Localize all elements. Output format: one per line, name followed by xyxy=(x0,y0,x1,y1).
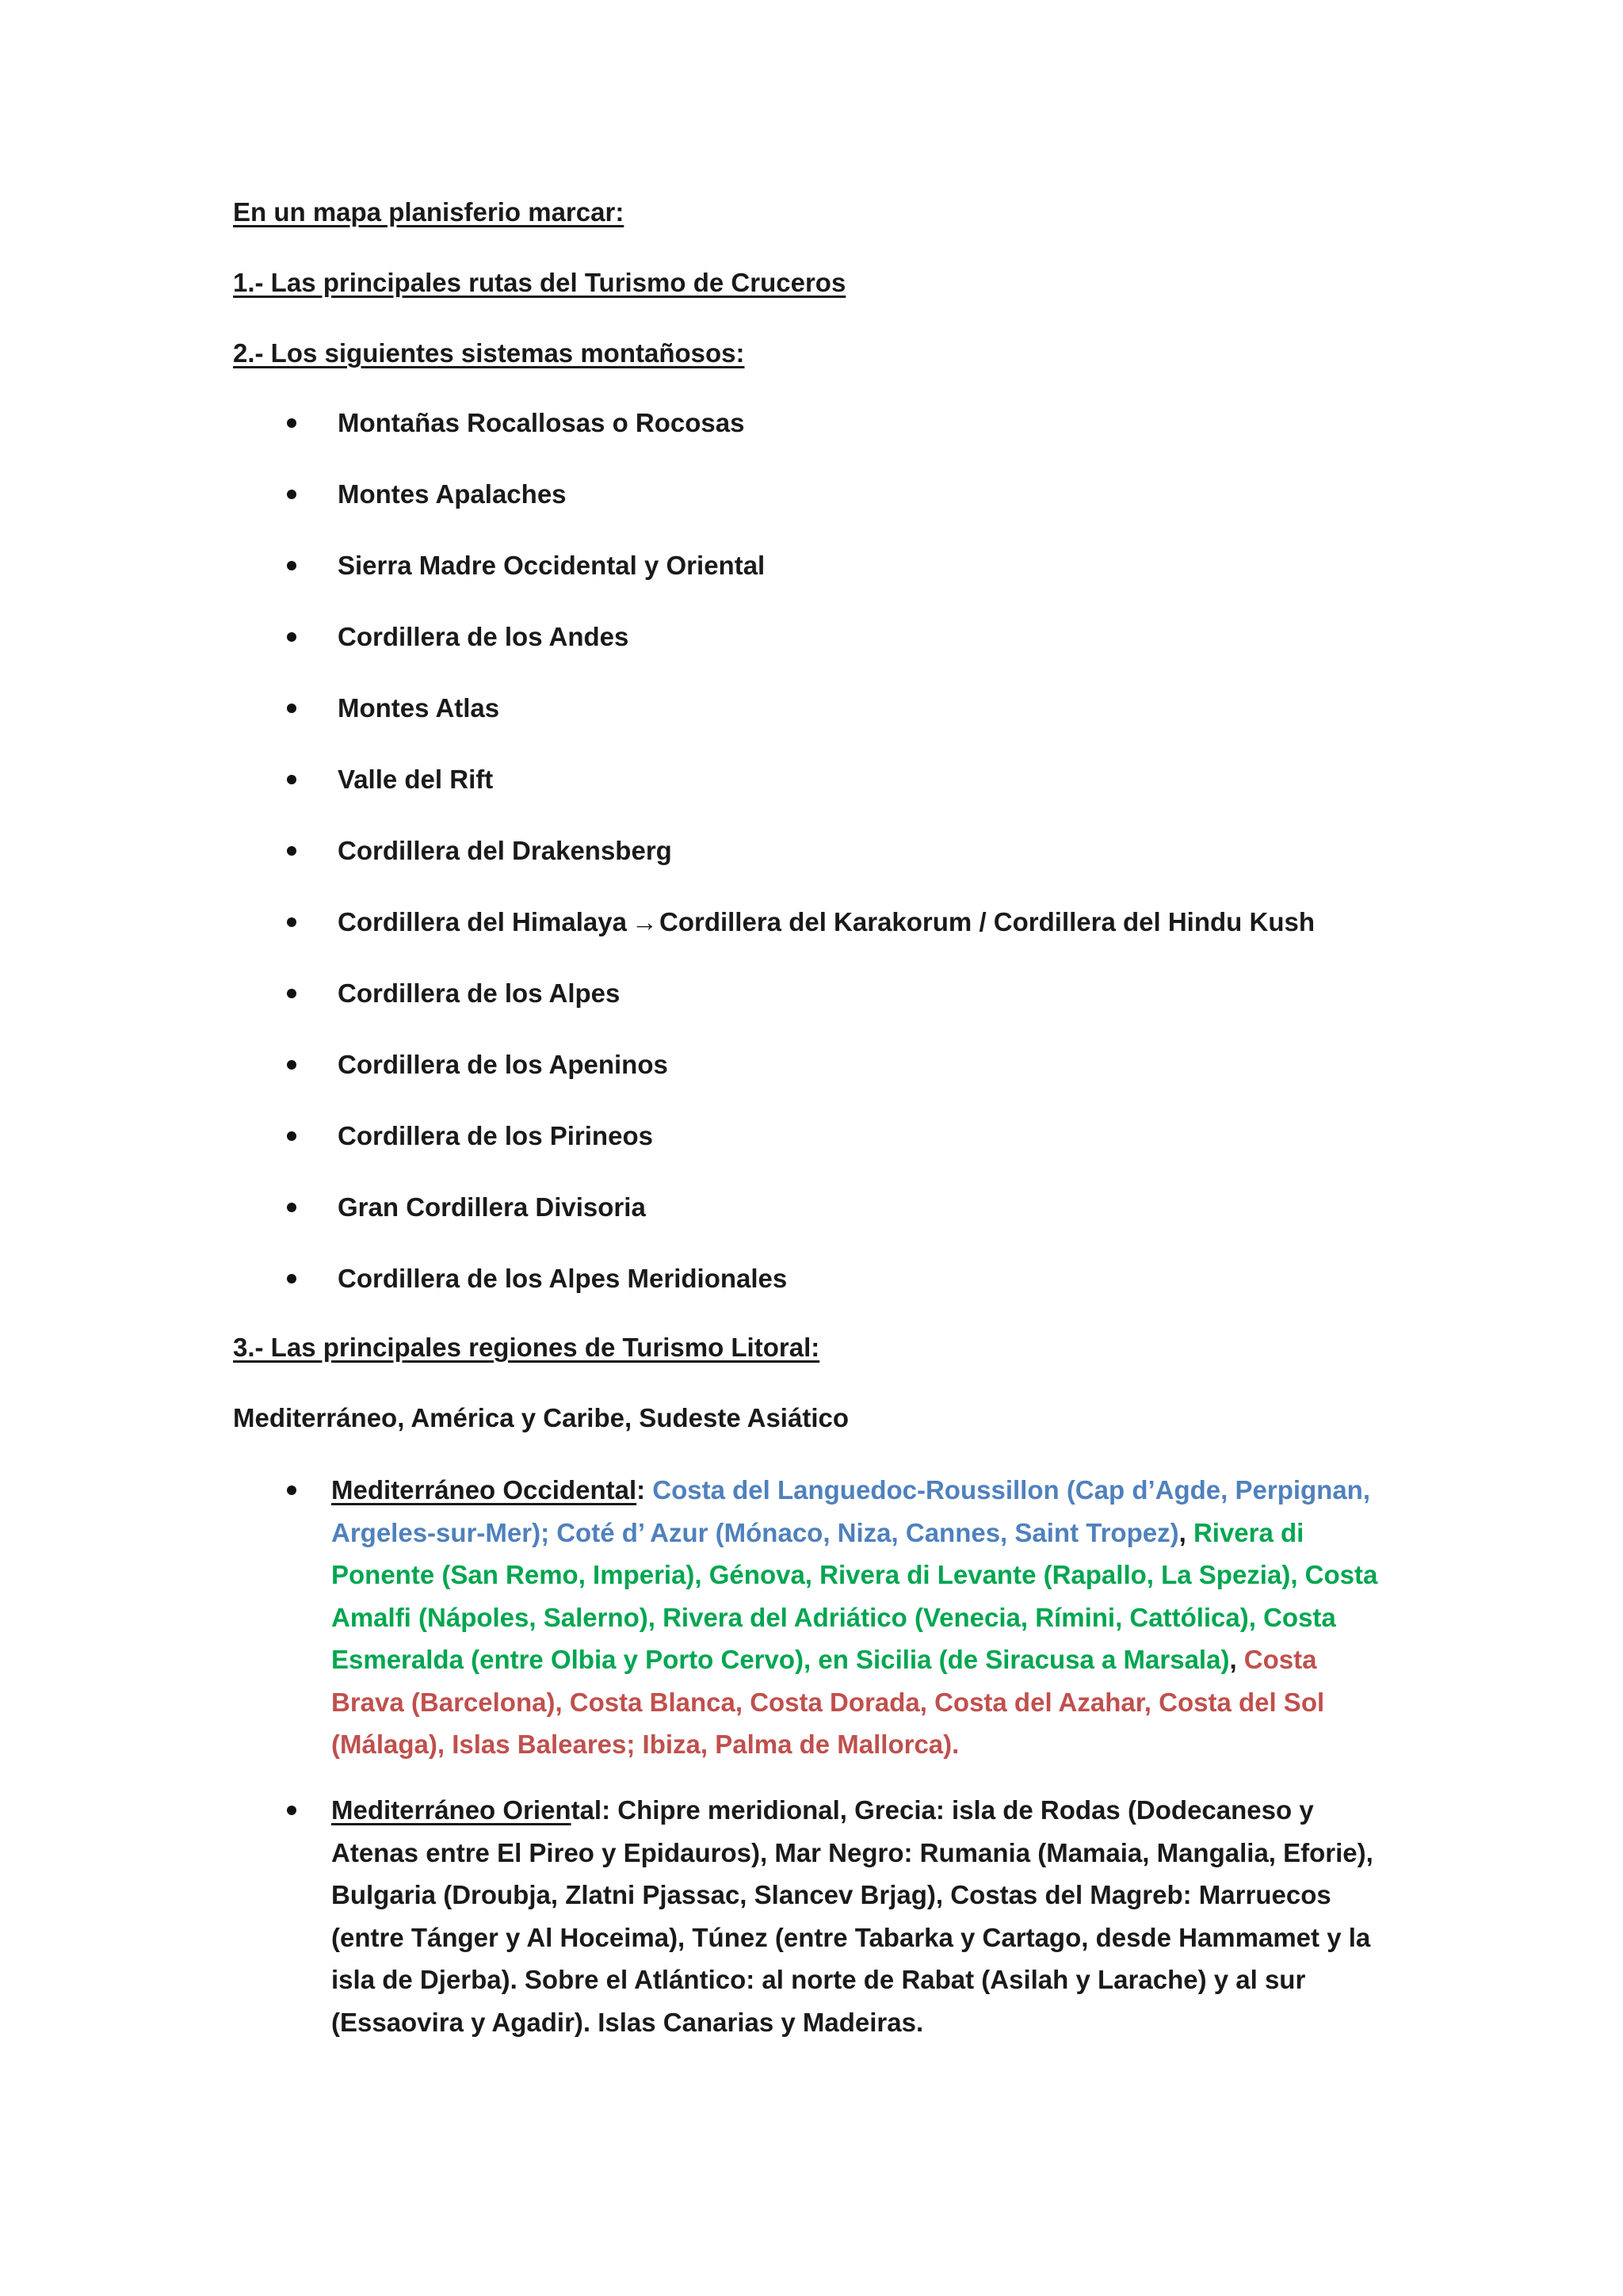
western-blue-text: Costa del Languedoc-Roussillon (Cap d’Agde, Perpignan, Argeles-sur-Mer); Coté d’ Azur (Mónaco, Niza, Cannes, Saint Tropez) xyxy=(331,1475,1371,1547)
eastern-text: : Chipre meridional, Grecia: isla de Rodas (Dodecaneso y Atenas entre El Pireo y Epidauros), Mar Negro: Rumania (Mamaia, Mangalia, Eforie), Bulgaria (Droubja, Zlatni Pjassac, Slancev Brjag), Costas del Magreb: Marruecos (entre Tánger y Al Hoceima), Túnez (entre Tabarka y Cartago, desde Hammamet y la isla de Djerba). Sobre el Atlántico: al norte de Rabat (Asilah y Larache) y al sur (Essaovira y Agadir). Islas Canarias y Madeiras. xyxy=(331,1795,1373,2037)
mountain-name: Cordillera de los Andes xyxy=(338,622,629,651)
list-item xyxy=(287,1119,653,1154)
list-item xyxy=(287,762,493,797)
mountain-name: Cordillera del Drakensberg xyxy=(338,836,672,865)
western-colon: : xyxy=(636,1475,646,1505)
western-label: Mediterráneo Occidental xyxy=(331,1475,637,1505)
mountain-name-himalaya xyxy=(338,906,1315,938)
bullet-icon xyxy=(287,1131,296,1141)
bullet-icon xyxy=(287,989,296,998)
bullet-icon xyxy=(287,846,296,856)
regions-line: Mediterráneo, América y Caribe, Sudeste Asiático xyxy=(233,1403,849,1432)
bullet-icon xyxy=(287,1203,296,1212)
bullet-icon xyxy=(287,1486,296,1495)
western-mediterranean-paragraph xyxy=(331,1469,1393,1766)
eastern-mediterranean-paragraph xyxy=(331,1789,1393,2043)
bullet-icon xyxy=(287,704,296,713)
bullet-icon xyxy=(287,1060,296,1070)
list-item xyxy=(287,1190,646,1225)
list-item xyxy=(287,620,628,654)
western-comma-1: , xyxy=(1178,1517,1186,1547)
mountain-name: Cordillera de los Apeninos xyxy=(338,1050,668,1079)
list-item xyxy=(287,477,567,512)
section-3-heading: 3.- Las principales regiones de Turismo Litoral: xyxy=(233,1333,820,1362)
himalaya-related: Cordillera del Karakorum / Cordillera del Hindu Kush xyxy=(659,907,1315,936)
document-title: En un mapa planisferio marcar: xyxy=(233,197,624,227)
western-green-text: Rivera di Ponente (San Remo, Imperia), Génova, Rivera di Levante (Rapallo, La Spezia), Costa Amalfi (Nápoles, Salerno), Rivera del Adriático (Venecia, Rímini, Cattólica), Costa Esmeralda (entre Olbia y Porto Cervo), en Sicilia (de Siracusa a Marsala) xyxy=(331,1517,1378,1674)
mountain-name: Montes Atlas xyxy=(338,693,500,723)
mountain-name: Sierra Madre Occidental y Oriental xyxy=(338,551,766,580)
list-item xyxy=(287,976,620,1011)
bullet-icon xyxy=(287,1274,296,1283)
mountain-name: Montañas Rocallosas o Rocosas xyxy=(338,408,745,437)
list-item xyxy=(287,548,765,583)
western-red-text: Costa Brava (Barcelona), Costa Blanca, Costa Dorada, Costa del Azahar, Costa del Sol (Málaga), Islas Baleares; Ibiza, Palma de Mallorca). xyxy=(331,1645,1325,1759)
bullet-icon xyxy=(287,775,296,784)
list-item xyxy=(287,905,1315,940)
bullet-icon xyxy=(287,418,296,428)
list-item xyxy=(287,691,499,726)
section-2-heading: 2.- Los siguientes sistemas montañosos: xyxy=(233,338,745,368)
arrow-right-icon: → xyxy=(631,907,658,936)
eastern-label-rest: tal xyxy=(571,1795,602,1825)
mountain-name: Cordillera de los Pirineos xyxy=(338,1121,653,1150)
bullet-icon xyxy=(287,917,296,927)
mountain-name: Valle del Rift xyxy=(338,765,494,794)
mountain-name: Cordillera de los Alpes xyxy=(338,978,621,1008)
bullet-icon xyxy=(287,490,296,499)
list-item xyxy=(287,406,744,441)
section-1-heading: 1.- Las principales rutas del Turismo de Cruceros xyxy=(233,268,846,297)
list-item xyxy=(287,833,672,868)
list-item xyxy=(287,1261,787,1296)
mountain-name: Cordillera de los Alpes Meridionales xyxy=(338,1264,788,1293)
bullet-icon xyxy=(287,1806,296,1815)
mountain-name: Montes Apalaches xyxy=(338,479,567,509)
western-comma-2: , xyxy=(1229,1645,1237,1674)
bullet-icon xyxy=(287,632,296,642)
bullet-icon xyxy=(287,561,296,570)
mountain-name: Gran Cordillera Divisoria xyxy=(338,1192,646,1222)
himalaya-label: Cordillera del Himalaya xyxy=(338,907,627,936)
eastern-label: Mediterráneo Orien xyxy=(331,1795,571,1825)
list-item xyxy=(287,1047,668,1082)
